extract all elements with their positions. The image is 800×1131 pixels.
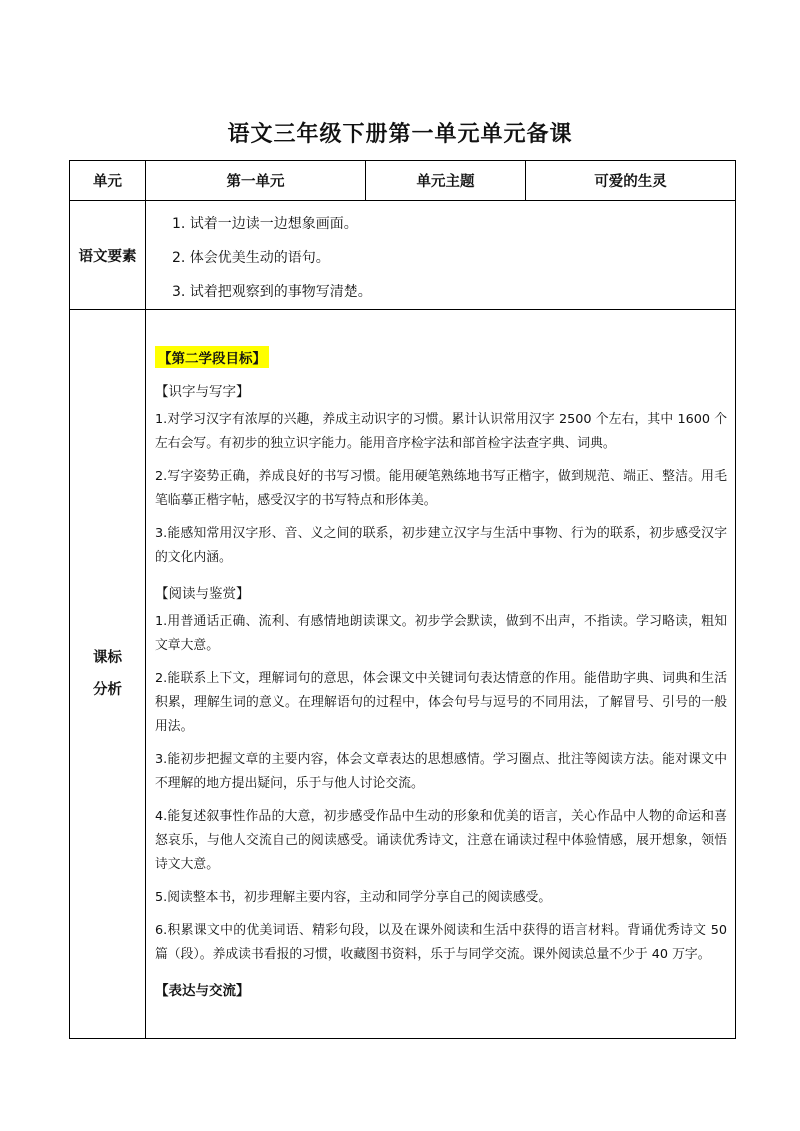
lesson-plan-table [69,160,736,1039]
reading-item: 4.能复述叙事性作品的大意，初步感受作品中生动的形象和优美的语言，关心作品中人物的命运和喜怒哀乐，与他人交流自己的阅读感受。诵读优秀诗文，注意在诵读过程中体验情感，展开想象，领悟诗文大意。 [155,809,727,872]
requirements-row [70,201,736,310]
requirements-cell [146,201,736,310]
header-row [70,161,736,201]
requirement-item: 2. 体会优美生动的语句。 [172,250,330,266]
requirements-label: 语文要素 [70,201,146,310]
section-title-literacy: 【识字与写字】 [155,384,250,400]
literacy-item: 2.写字姿势正确，养成良好的书写习惯。能用硬笔熟练地书写正楷字，做到规范、端正、整洁。用毛笔临摹正楷字帖，感受汉字的书写特点和形体美。 [155,469,727,508]
reading-item: 6.积累课文中的优美词语、精彩句段，以及在课外阅读和生活中获得的语言材料。背诵优秀诗文 50 篇（段）。养成读书看报的习惯，收藏图书资料，乐于与同学交流。课外阅读总量不少于 40 万字。 [155,923,727,962]
analysis-cell [146,310,736,1039]
theme-value: 可爱的生灵 [526,161,736,201]
analysis-label-line1: 课标 [93,650,122,666]
requirement-item: 1. 试着一边读一边想象画面。 [172,216,358,232]
unit-value: 第一单元 [146,161,366,201]
reading-item: 5.阅读整本书，初步理解主要内容，主动和同学分享自己的阅读感受。 [155,890,552,905]
unit-label: 单元 [70,161,146,201]
reading-item: 1.用普通话正确、流利、有感情地朗读课文。初步学会默读，做到不出声，不指读。学习略读，粗知文章大意。 [155,614,727,653]
reading-item: 3.能初步把握文章的主要内容，体会文章表达的思想感情。学习圈点、批注等阅读方法。能对课文中不理解的地方提出疑问，乐于与他人讨论交流。 [155,752,727,791]
section-title-expression: 【表达与交流】 [155,983,250,999]
analysis-label [70,310,146,1039]
page-title: 语文三年级下册第一单元单元备课 [227,122,573,147]
literacy-item: 3.能感知常用汉字形、音、义之间的联系，初步建立汉字与生活中事物、行为的联系，初步感受汉字的文化内涵。 [155,526,727,565]
reading-item: 2.能联系上下文，理解词句的意思，体会课文中关键词句表达情意的作用。能借助字典、词典和生活积累，理解生词的意义。在理解语句的过程中，体会句号与逗号的不同用法，了解冒号、引号的一般用法。 [155,671,727,734]
analysis-label-line2: 分析 [93,682,122,698]
requirement-item: 3. 试着把观察到的事物写清楚。 [172,284,372,300]
section-title-reading: 【阅读与鉴赏】 [155,586,250,602]
requirements-list [146,201,735,309]
analysis-row [70,310,736,1039]
goal-title: 【第二学段目标】 [155,346,269,368]
literacy-item: 1.对学习汉字有浓厚的兴趣，养成主动识字的习惯。累计认识常用汉字 2500 个左右，其中 1600 个左右会写。有初步的独立识字能力。能用音序检字法和部首检字法查字典、词典。 [155,412,727,451]
theme-label: 单元主题 [366,161,526,201]
analysis-content [146,341,735,999]
